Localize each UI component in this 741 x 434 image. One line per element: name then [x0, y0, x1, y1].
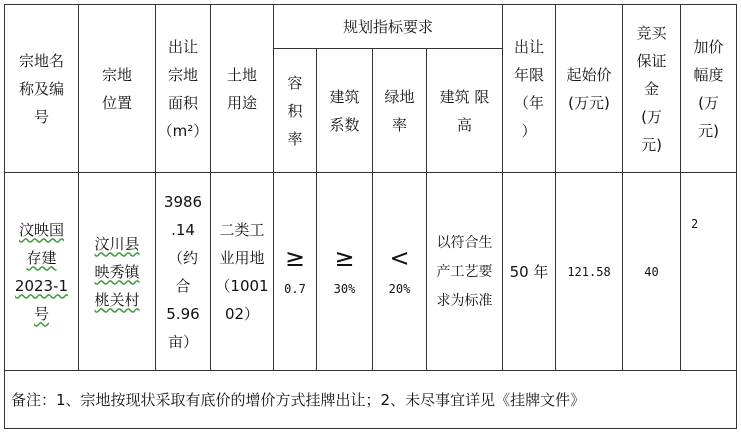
- note-cell: [5, 371, 737, 429]
- header-location: 宗地 位置: [79, 5, 156, 173]
- header-green: 绿地 率: [373, 49, 427, 173]
- header-far: 容 积 率: [274, 49, 317, 173]
- header-deposit: 竞买 保证 金 (万 元): [623, 5, 681, 173]
- cell-deposit: 40: [623, 173, 681, 371]
- header-start-price: 起始价 (万元): [556, 5, 623, 173]
- cell-location: 汶川县 映秀镇 桃关村: [79, 173, 156, 371]
- far-value: 0.7: [284, 281, 306, 296]
- header-height: 建筑 限 高: [427, 49, 503, 173]
- cell-parcel-id: 汶映国 存建 2023-1 号: [5, 173, 79, 371]
- header-use: 土地 用途: [211, 5, 274, 173]
- land-auction-table: [4, 4, 737, 429]
- header-term: 出让 年限 （年 ）: [503, 5, 556, 173]
- cell-coverage: [317, 173, 373, 371]
- green-symbol: <: [389, 243, 410, 272]
- cell-increment: 2: [681, 173, 737, 371]
- cell-green: [373, 173, 427, 371]
- coverage-symbol: ≥: [334, 243, 355, 272]
- note-text: 备注：1、宗地按现状采取有底价的增价方式挂牌出让；2、未尽事宜详见《挂牌文件》: [11, 390, 586, 409]
- cell-area: 3986 .14 （约 合 5.96 亩）: [156, 173, 211, 371]
- header-parcel-id: 宗地名 称及编 号: [5, 5, 79, 173]
- note-row: [5, 371, 737, 429]
- header-planning: 规划指标要求: [274, 5, 503, 49]
- header-coverage: 建筑 系数: [317, 49, 373, 173]
- cell-start-price: 121.58: [556, 173, 623, 371]
- cell-height: 以符合生 产工艺要 求为标准: [427, 173, 503, 371]
- cell-use: 二类工 业用地 （1001 02）: [211, 173, 274, 371]
- far-symbol: ≥: [284, 243, 306, 272]
- header-increment: 加价 幅度 (万 元): [681, 5, 737, 173]
- table-row: [5, 173, 737, 371]
- header-row-top: [5, 5, 737, 49]
- coverage-value: 30%: [333, 281, 356, 296]
- header-area: 出让 宗地 面积 （m²）: [156, 5, 211, 173]
- cell-far: [274, 173, 317, 371]
- green-value: 20%: [388, 281, 411, 296]
- cell-term: 50 年: [503, 173, 556, 371]
